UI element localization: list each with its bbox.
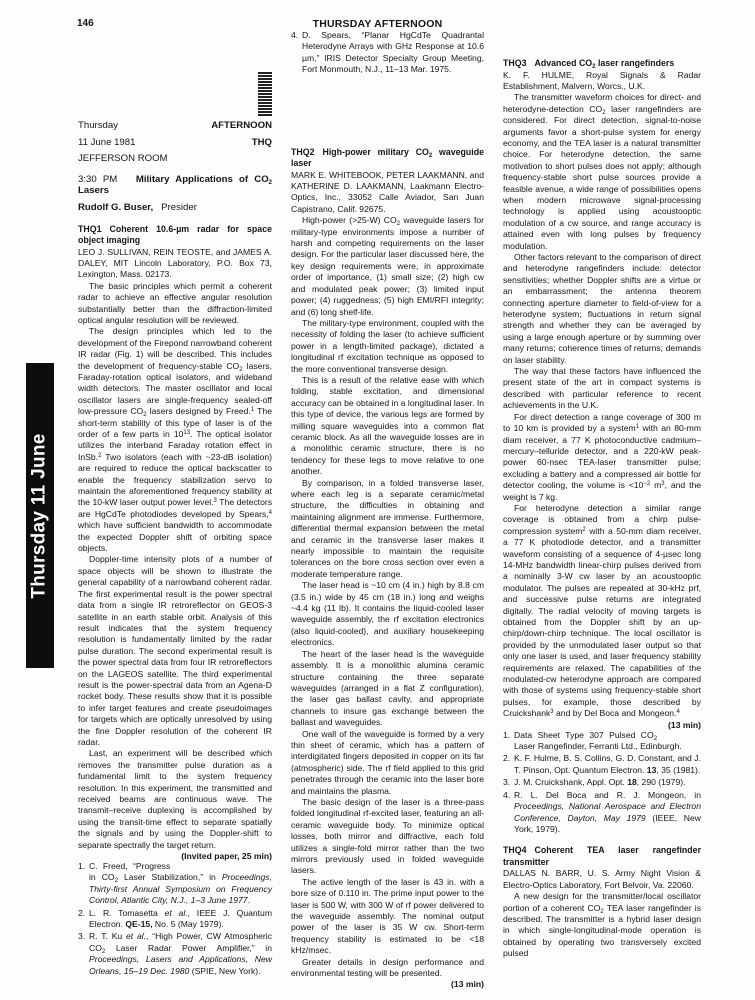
- abstract-paragraph: The active length of the laser is 43 in. with a bore size of 0.110 in. The prime input power to the laser is 500 W, with 300 W of rf power delivered to the waveguide assembly. The nominal output power of the laser is 35 W cw. Short-term frequency stability is estimated to be <18 kHz/msec.: [291, 876, 484, 956]
- abstract-paragraph: The basic design of the laser is a three-pass folded longitudinal rf-excited laser, featuring an all-ceramic waveguide body. To minimize optical losses, both mirror and diffractive, each fold utilizes a single-fold mirror rather than the two mirrors previously used in folded waveguide lasers.: [291, 796, 484, 876]
- side-tab-label: Thursday 11 June: [29, 432, 50, 599]
- references-thq1-continued: [291, 30, 484, 76]
- abstract-paragraph: High-power (>25-W) $CO_2$ waveguide lasers for military-type environments impose a number of harsh and competing requirements on the laser design. For the particular laser discussed here, the key design requirements were, in approximate order of importance, (1) small size; (2) high cw and modulated peak power; (3) limited input power; (4) ruggedness; (5) high EMI/RFI integrity; and (6) long shelf-life.: [291, 215, 484, 317]
- session-date: 11 June 1981: [78, 136, 136, 148]
- session-title: [78, 174, 272, 197]
- session-title-text: Military Applications of $CO_2$ Lasers: [78, 173, 273, 196]
- authors-thq1: LEO J. SULLIVAN, REIN TEOSTE, and JAMES A. DALEY, MIT Lincoln Laboratory, P.O. Box 73, Lexington, Mass. 02173.: [78, 246, 272, 280]
- paper-duration: (13 min): [668, 719, 701, 730]
- abstract-paragraph: The transmitter waveform choices for direct- and heterodyne-detection $CO_2$ laser rangefinders are considered. For direct detection, signal-to-noise arguments favor a short-pulse system for energy economy, and the TEA laser is a natural transmitter choice. For heterodyne detection, the same motivation to short pulses does not apply; although frequency-stable short pulse sources provide a feasible avenue, a wide range of possibilities opens when modern microwave signal-processing technology is applied using acoustooptic modulation of a cw source, and range accuracy is attained even with long pulses by frequency modulation.: [503, 92, 701, 251]
- abstract-paragraph: Other factors relevant to the comparison of direct and heterodyne rangefinders include: detector sensitivities; whether Doppler shifts are a virtue or an embarrassment; the antenna theorem connecting aperture diameter to field-of-view for a heterodyne system; fluctuations in return signal strength and whether they can be averaged by using a large enough aperture or by summing over many returns; coherence times of returns; demands on laser stability.: [503, 252, 701, 365]
- reference-item: 1. C. Freed, “Progress in $CO_2$ Laser Stabilization,” in Proceedings, Thirty-first Annual Symposium on Frequency Control, Atlantic City, N.J., 1–3 June 1977.: [78, 861, 272, 906]
- abstract-paragraph: For heterodyne detection a similar range coverage is obtained from a chirp pulse-compression system$^2$ with a 50-mm diam receiver, a 77 K photodiode detector, and a transmitter waveform consisting of a sequence of 4-µsec long 14-MHz bandwidth linear-chirp pulses derived from a nominally 3-W cw laser by an acoustooptic modulator. The pulses are repeated at 30-kHz prf, and successive pulse returns are integrated digitally. The radial velocity of moving targets is obtained from the Doppler shift by an up-chirp/down-chirp technique. The local oscillator is provided by the unmodulated laser output so that only one laser is used, and laser frequency stability requirements are relaxed. The capabilities of the modulated-cw heterodyne approach are compared with those of systems using frequency-stable short pulses, for example, those described by Cruickshank$^3$ and by Del Boca and Mongeon.$^4$ (13 min): [503, 502, 701, 730]
- reference-item: 2. L. R. Tomasetta et al., IEEE J. Quantum Electron. QE-15, No. 5 (May 1979).: [78, 907, 272, 930]
- abstract-paragraph: Greater details in design performance and environmental testing will be presented. (13 min): [291, 956, 484, 990]
- paper-title-thq3: THQ3 Advanced $CO_2$ laser rangefinders: [503, 58, 675, 70]
- reference-item: 1. Data Sheet Type 307 Pulsed $CO_2$ Laser Rangefinder, Ferranti Ltd., Edinburgh.: [503, 729, 682, 752]
- column-middle: [291, 30, 484, 991]
- session-time: 3:30 PM: [78, 173, 118, 185]
- paper-title-thq1: THQ1 Coherent 10.6-µm radar for space object imaging: [78, 223, 272, 245]
- authors-thq2: MARK E. WHITEBOOK, PETER LAAKMANN, and KATHERINE D. LAAKMANN, Laakmann Electro-Optics, Inc., 33052 Calle Aviador, San Juan Capistrano, Calif. 92675.: [291, 169, 484, 214]
- abstract-paragraph: Last, an experiment will be described which removes the transmitter pulse duration as a fundamental limit to the system frequency resolution. In this experiment, the transmitted and received beams are continuous wave. The transmit–receive duplexing is accomplished by using the transit-time effect to separate spatially the signals and by using the Doppler-shift to separate spectrally the target return. (Invited paper, 25 min): [78, 748, 272, 862]
- reference-item: 2. K. F. Hulme, B. S. Collins, G. D. Constant, and J. T. Pinson, Opt. Quantum Electron. 13, 35 (1981).: [503, 753, 701, 775]
- abstract-paragraph: The way that these factors have influenced the present state of the art in compact systems is described with particular reference to recent achievements in the U.K.: [503, 366, 701, 411]
- session-header-row-1: [78, 118, 272, 135]
- authors-thq4: DALLAS N. BARR, U. S. Army Night Vision & Electro-Optics Laboratory, Fort Belvoir, Va. 22060.: [503, 868, 701, 890]
- references-thq1: [78, 861, 272, 977]
- reference-item: 3. J. M. Cruickshank, Appl. Opt. 18, 290 (1979).: [503, 777, 686, 788]
- abstract-paragraph: The basic principles which permit a coherent radar to achieve an effective angular resolution substantially better than the diffraction-limited optical angular resolution will be reviewed.: [78, 280, 272, 325]
- abstract-paragraph: For direct detection a range coverage of 300 m to 10 km is provided by a system$^1$ with an 80-mm diam receiver, a 77 K photoconductive cadmium–mercury–telluride detector, and a 220-kW peak-power 60-nsec TEA-laser transmitter pulse; excluding a battery and a compressed air bottle for detector cooling, the volume is $<10^{-2}$ $m^3$, and the weight is 7 kg.: [503, 411, 702, 502]
- paper-title-thq2: THQ2 High-power military $CO_2$ waveguide laser: [291, 146, 484, 169]
- abstract-paragraph: The heart of the laser head is the waveguide assembly. It is a monolithic alumina ceramic structure containing the three separate waveguides (arranged in a flat Z configuration), the laser gas ballast cavity, and appropriate channels to insure gas exchange between the ballast and waveguides.: [291, 648, 484, 728]
- paper-duration: (Invited paper, 25 min): [181, 851, 272, 862]
- paper-title-thq4: THQ4 Coherent TEA laser rangefinder transmitter: [503, 845, 701, 867]
- column-right: [503, 58, 701, 960]
- abstract-paragraph: The laser head is ~10 cm (4 in.) high by 8.8 cm (3.5 in.) wide by 45 cm (18 in.) long and weighs ~4.4 kg (11 lb). It contains the liquid-cooled laser waveguide assembly, the rf excitation electronics (also liquid-cooled), and auxiliary housekeeping electronics.: [291, 580, 484, 648]
- running-head: THURSDAY AFTERNOON: [312, 18, 443, 30]
- session-period: AFTERNOON: [211, 120, 272, 131]
- paper-duration: (13 min): [451, 979, 484, 990]
- session-header-row-2: [78, 135, 272, 152]
- abstract-paragraph: Doppler-time intensity plots of a number of space objects will be shown to illustrate the general capability of a narrowband coherent radar. The first experimental result is the power spectral data from a single IR retroreflector on GEOS-3 satellite in an earth stable orbit. Analysis of this result indicates that the system frequency resolution is fundamentally limited by the radar pulse duration. The second experimental result is the power spectral data from four IR retroreflectors on the LAGEOS satellite. The third experimental result is the power-spectral data from an Agena-D rocket body. These results show that it is possible to infer target features and create pseudoimages for targets which are optically unresolved by using the fine Doppler resolution of the coherent IR radar.: [78, 554, 272, 747]
- presider-role: Presider: [161, 201, 197, 213]
- abstract-paragraph: One wall of the waveguide is formed by a very thin sheet of ceramic, which has a pattern of interdigitated fingers deposited in copper on its far (atmospheric) side. The rf field applied to this grid penetrates through the ceramic into the laser bore and maintains the plasma.: [291, 728, 484, 796]
- references-thq3: [503, 730, 701, 836]
- reference-item: 3. R. T. Ku et al., “High Power, CW Atmospheric $CO_2$ Laser Radar Power Amplifier,” in Proceedings, Lasers and Applications, New Orleans, 15–19 Dec. 1980 (SPIE, New York).: [78, 931, 272, 976]
- presider-name: Rudolf G. Buser,: [78, 201, 154, 213]
- abstract-paragraph: The design principles which led to the development of the Firepond narrowband coherent IR radar (Fig. 1) will be described. This includes the development of frequency-stable $CO_2$ lasers, Faraday-rotation optical isolators, and wideband width detectors. The master oscillator and local oscillator lasers are single-frequency sealed-off low-pressure $CO_2$ lasers designed by Freed.$^1$ The short-term stability of this type of laser is of the order of a few parts in $10^{13}$. The optical isolator utilizes the interband Faraday rotation effect in InSb.$^2$ Two isolators (each with ~23-dB isolation) are required to reduce the optical backscatter to enable the frequency stabilization servo to maintain the aforementioned frequency stability at the 10-kW laser output power level.$^3$ The detectors are HgCdTe photodiodes developed by Spears,$^4$ which have sufficient bandwidth to accommodate the expected Doppler shift of orbiting space objects.: [78, 326, 273, 554]
- session-day: Thursday: [78, 120, 118, 131]
- page-number: 146: [77, 18, 94, 29]
- barcode-mark: [258, 72, 272, 116]
- abstract-paragraph: The military-type environment, coupled with the necessity of folding the laser (to achieve sufficient power in a length-limited package), dictated a longitudinal rf excitation technique as opposed to the more conventional transverse design.: [291, 317, 484, 374]
- reference-item: 4. D. Spears, “Planar HgCdTe Quadrantal Heterodyne Arrays with GHz Response at 10.6 µm,” IRIS Detector Specialty Group Meeting, Fort Monmouth, N.J., 11–13 Mar. 1975.: [291, 30, 484, 75]
- column-left: [78, 118, 272, 978]
- side-tab-date: [26, 363, 54, 668]
- reference-item: 4. R. L. Del Boca and R. J. Mongeon, in Proceedings, National Aerospace and Electron Conference, Dayton, May 1979 (IEEE, New York, 1979).: [503, 789, 701, 834]
- abstract-paragraph: By comparison, in a folded transverse laser, where each leg is a separate ceramic/metal structure, the difficulties in obtaining and maintaining alignment are immense. Furthermore, differential thermal expansion between the metal and ceramic in the transverse laser makes it nearly impossible to maintain the requisite tolerances on the bore cross section over even a moderate temperature range.: [291, 477, 484, 579]
- authors-thq3: K. F. HULME, Royal Signals & Radar Establishment, Malvern, Worcs., U.K.: [503, 69, 701, 91]
- session-room: JEFFERSON ROOM: [78, 153, 168, 164]
- session-code: THQ: [251, 136, 272, 148]
- abstract-paragraph: A new design for the transmitter/local oscillator portion of a coherent $CO_2$ TEA laser rangefinder is described. The transmitter is a hybrid laser design in which single-longitudinal-mode operation is obtained by operating two transversely excited pulsed: [503, 891, 701, 959]
- presider: [78, 202, 272, 214]
- abstract-paragraph: This is a result of the relative ease with which folding, stable excitation, and dimensional accuracy can be obtained in a longitudinal laser. In this type of device, the various legs are formed by milling square waveguides into a common flat ceramic block. As all the waveguide losses are in a monolithic ceramic structure, there is no tendency for these legs to move relative to one another.: [291, 374, 484, 477]
